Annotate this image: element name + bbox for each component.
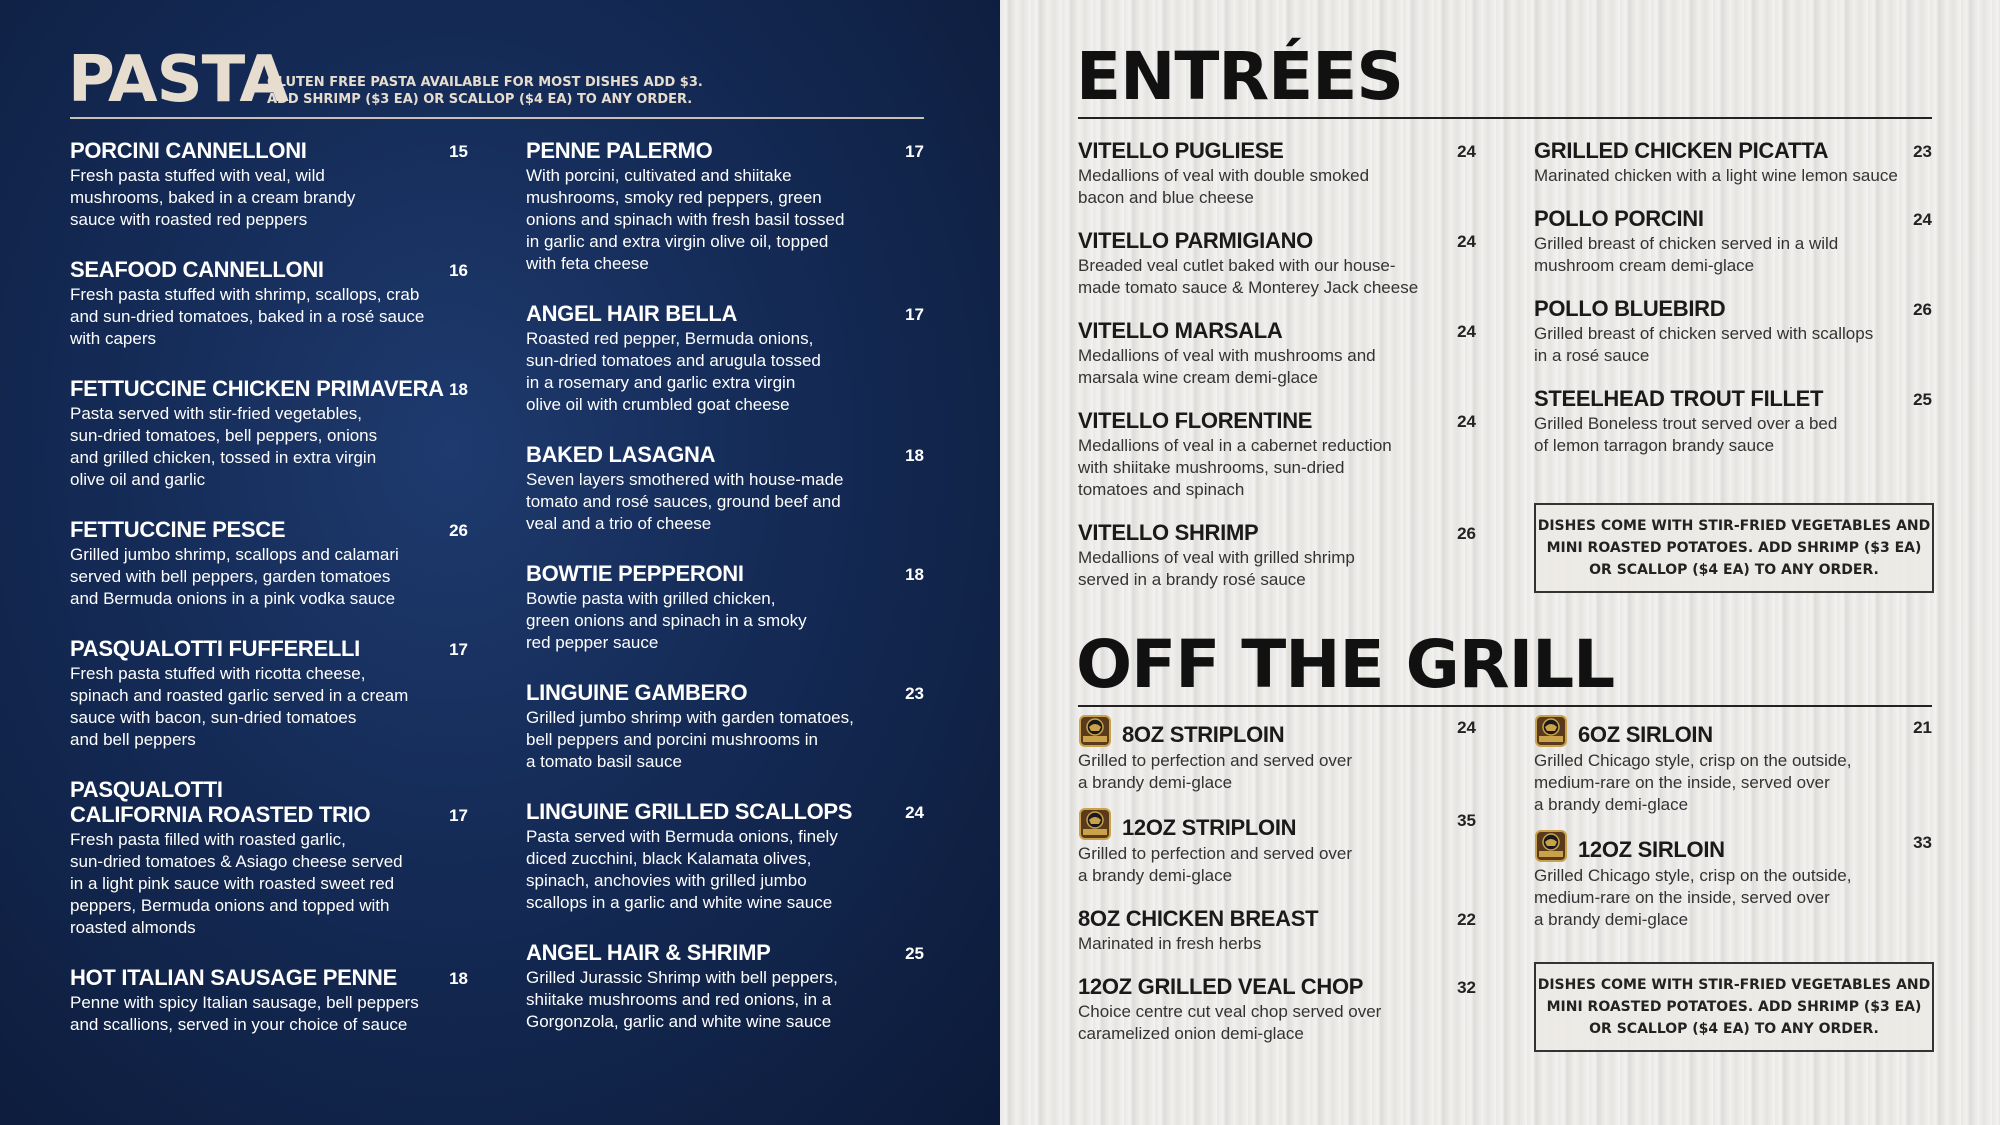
description-line: olive oil and garlic <box>70 470 206 489</box>
description-line: of lemon tarragon brandy sauce <box>1534 436 1775 455</box>
menu-item-description <box>1534 323 1932 367</box>
menu-item-header <box>1534 714 1932 748</box>
description-line: Breaded veal cutlet baked with our house- <box>1078 256 1396 275</box>
menu-item <box>70 517 468 610</box>
menu-item-description <box>1078 255 1476 299</box>
menu-item-name-block <box>70 376 444 401</box>
menu-item-price: 24 <box>1457 718 1476 737</box>
menu-item-name: POLLO BLUEBIRD <box>1534 296 1726 321</box>
description-line: Medallions of veal with mushrooms and <box>1078 346 1376 365</box>
description-line: served with bell peppers, garden tomatoes <box>70 567 391 586</box>
description-line: a tomato basil sauce <box>526 752 682 771</box>
description-line: a brandy demi-glace <box>1534 795 1689 814</box>
menu-item-name: HOT ITALIAN SAUSAGE PENNE <box>70 965 398 990</box>
menu-item-description <box>526 826 924 914</box>
menu-item-header <box>1078 974 1476 999</box>
description-line: Grilled jumbo shrimp with garden tomatoes, <box>526 708 854 727</box>
menu-item <box>1534 206 1932 277</box>
menu-item-price: 18 <box>905 446 924 465</box>
menu-item-header <box>70 777 468 827</box>
menu-item-name: PENNE PALERMO <box>526 138 713 163</box>
pasta-note-line: ADD SHRIMP ($3 EA) OR SCALLOP ($4 EA) TO ANY ORDER. <box>267 92 693 107</box>
menu-item-name: BOWTIE PEPPERONI <box>526 561 744 586</box>
description-line: tomatoes and spinach <box>1078 480 1245 499</box>
menu-item <box>70 636 468 751</box>
menu-item-name-block <box>1122 807 1296 840</box>
grill-rule <box>1078 705 1932 707</box>
menu-item-name: 12OZ SIRLOIN <box>1578 837 1725 862</box>
box-line: OR SCALLOP ($4 EA) TO ANY ORDER. <box>1589 1021 1879 1037</box>
menu-item-header <box>70 138 468 163</box>
menu-item-name: POLLO PORCINI <box>1534 206 1704 231</box>
menu-item-header <box>1078 318 1476 343</box>
menu-item-name: LINGUINE GRILLED SCALLOPS <box>526 799 853 824</box>
menu-item-price: 15 <box>449 142 468 161</box>
menu-item-header <box>1078 138 1476 163</box>
description-line: Fresh pasta filled with roasted garlic, <box>70 830 346 849</box>
description-line: and scallions, served in your choice of sauce <box>70 1015 408 1034</box>
certified-angus-beef-icon <box>1078 714 1112 748</box>
menu-item-name-block <box>1078 228 1313 253</box>
menu-item-description <box>1534 165 1932 187</box>
menu-item-description <box>1534 750 1932 816</box>
menu-item-header <box>526 680 924 705</box>
menu-item-name: VITELLO SHRIMP <box>1078 520 1259 545</box>
menu-item <box>526 940 924 1033</box>
pasta-left-column <box>70 138 468 1036</box>
menu-item <box>70 257 468 350</box>
description-line: Bowtie pasta with grilled chicken, <box>526 589 776 608</box>
menu-item-name: GRILLED CHICKEN PICATTA <box>1534 138 1829 163</box>
menu-item-description <box>70 663 468 751</box>
description-line: made tomato sauce & Monterey Jack cheese <box>1078 278 1419 297</box>
menu-item <box>1078 906 1476 955</box>
menu-item-price: 23 <box>905 684 924 703</box>
menu-item-description <box>1078 1001 1476 1045</box>
description-line: sauce with roasted red peppers <box>70 210 308 229</box>
menu-item-header <box>70 257 468 282</box>
menu-item <box>70 376 468 491</box>
menu-item-name-block <box>526 301 737 326</box>
menu-item-header <box>526 442 924 467</box>
description-line: Grilled jumbo shrimp, scallops and calamari <box>70 545 399 564</box>
description-line: red pepper sauce <box>526 633 659 652</box>
menu-item-name-block <box>70 138 307 163</box>
menu-item <box>526 680 924 773</box>
menu-item-name-block <box>70 777 370 827</box>
menu-item-description <box>70 829 468 939</box>
description-line: Grilled Jurassic Shrimp with bell peppers, <box>526 968 838 987</box>
menu-item-name-block <box>526 442 715 467</box>
menu-item-price: 17 <box>449 806 468 825</box>
menu-item-name-block <box>1122 714 1284 747</box>
description-line: and sun-dried tomatoes, baked in a rosé sauce <box>70 307 425 326</box>
description-line: bell peppers and porcini mushrooms in <box>526 730 818 749</box>
description-line: and Bermuda onions in a pink vodka sauce <box>70 589 396 608</box>
menu-item-price: 23 <box>1913 142 1932 161</box>
menu-item-description <box>526 165 924 275</box>
menu-item-price: 24 <box>905 803 924 822</box>
description-line: Pasta served with stir-fried vegetables, <box>70 404 362 423</box>
description-line: Choice centre cut veal chop served over <box>1078 1002 1382 1021</box>
menu-item-name-block <box>526 138 712 163</box>
description-line: a brandy demi-glace <box>1078 866 1233 885</box>
description-line: sun-dried tomatoes & Asiago cheese served <box>70 852 403 871</box>
menu-item-name: PORCINI CANNELLONI <box>70 138 307 163</box>
description-line: Grilled Chicago style, crisp on the outside, <box>1534 866 1852 885</box>
description-line: Grilled to perfection and served over <box>1078 844 1353 863</box>
menu-item <box>1534 296 1932 367</box>
description-line: Medallions of veal with double smoked <box>1078 166 1370 185</box>
menu-item-name: STEELHEAD TROUT FILLET <box>1534 386 1824 411</box>
description-line: Fresh pasta stuffed with ricotta cheese, <box>70 664 366 683</box>
menu-item-name: ANGEL HAIR BELLA <box>526 301 738 326</box>
description-line: With porcini, cultivated and shiitake <box>526 166 792 185</box>
menu-item-price: 26 <box>1457 524 1476 543</box>
grill-title: OFF THE GRILL <box>1076 626 1615 703</box>
menu-item-header <box>1534 829 1932 863</box>
pasta-right-column <box>526 138 924 1033</box>
menu-item-name-block <box>1534 296 1725 321</box>
menu-item-price: 18 <box>905 565 924 584</box>
box-line: DISHES COME WITH STIR-FRIED VEGETABLES AND <box>1537 518 1931 534</box>
menu-item-name: VITELLO PUGLIESE <box>1078 138 1284 163</box>
description-line: green onions and spinach in a smoky <box>526 611 807 630</box>
menu-item-header <box>526 799 924 824</box>
menu-item-header <box>1534 386 1932 411</box>
menu-item-price: 17 <box>449 640 468 659</box>
menu-item <box>1078 408 1476 501</box>
menu-item <box>1078 807 1476 887</box>
menu-item-name: CALIFORNIA ROASTED TRIO <box>70 802 371 827</box>
description-line: sun-dried tomatoes and arugula tossed <box>526 351 821 370</box>
box-line: MINI ROASTED POTATOES. ADD SHRIMP ($3 EA) <box>1546 999 1922 1015</box>
pasta-note <box>267 74 703 108</box>
menu-item-name-block <box>1534 386 1823 411</box>
menu-item-description <box>526 588 924 654</box>
menu-item-description <box>70 165 468 231</box>
description-line: sun-dried tomatoes, bell peppers, onions <box>70 426 378 445</box>
menu-item-name: FETTUCCINE CHICKEN PRIMAVERA <box>70 376 444 401</box>
certified-angus-beef-icon <box>1078 807 1112 841</box>
menu-item-name-block <box>526 680 747 705</box>
menu-item-name: BAKED LASAGNA <box>526 442 716 467</box>
menu-item-name: VITELLO MARSALA <box>1078 318 1283 343</box>
menu-item-header <box>70 965 468 990</box>
description-line: spinach, anchovies with grilled jumbo <box>526 871 807 890</box>
description-line: mushrooms, smoky red peppers, green <box>526 188 822 207</box>
menu-item-description <box>1078 750 1476 794</box>
menu-item-price: 26 <box>1913 300 1932 319</box>
pasta-note-line: GLUTEN FREE PASTA AVAILABLE FOR MOST DISHES ADD $3. <box>267 75 703 90</box>
menu-item-name-block <box>1578 714 1713 747</box>
menu-item-description <box>526 328 924 416</box>
description-line: Fresh pasta stuffed with veal, wild <box>70 166 325 185</box>
menu-item-description <box>1078 843 1476 887</box>
description-line: Medallions of veal with grilled shrimp <box>1078 548 1355 567</box>
description-line: in a rosemary and garlic extra virgin <box>526 373 796 392</box>
menu-item-description <box>70 403 468 491</box>
entrees-note-box <box>1534 503 1934 593</box>
description-line: caramelized onion demi-glace <box>1078 1024 1304 1043</box>
description-line: a brandy demi-glace <box>1078 773 1233 792</box>
menu-item-price: 32 <box>1457 978 1476 997</box>
menu-item-price: 22 <box>1457 910 1476 929</box>
menu-item-header <box>1534 206 1932 231</box>
menu-item-name: LINGUINE GAMBERO <box>526 680 748 705</box>
entrees-left-column <box>1078 138 1476 591</box>
menu-item-price: 24 <box>1457 412 1476 431</box>
certified-angus-beef-icon <box>1534 829 1568 863</box>
menu-item-price: 33 <box>1913 833 1932 852</box>
grill-note-box <box>1534 962 1934 1052</box>
menu-item-header <box>526 940 924 965</box>
description-line: Medallions of veal in a cabernet reduction <box>1078 436 1392 455</box>
menu-item-price: 17 <box>905 305 924 324</box>
menu-item-price: 24 <box>1457 142 1476 161</box>
description-line: in a light pink sauce with roasted sweet red <box>70 874 395 893</box>
menu-item-header <box>1078 408 1476 433</box>
menu-item-name: 8OZ CHICKEN BREAST <box>1078 906 1319 931</box>
menu-item-description <box>1534 233 1932 277</box>
menu-item <box>526 301 924 416</box>
menu-item-name-block <box>526 799 852 824</box>
menu-item <box>70 777 468 939</box>
description-line: veal and a trio of cheese <box>526 514 712 533</box>
description-line: Roasted red pepper, Bermuda onions, <box>526 329 814 348</box>
menu-item-name: FETTUCCINE PESCE <box>70 517 286 542</box>
menu-item-header <box>70 517 468 542</box>
description-line: a brandy demi-glace <box>1534 910 1689 929</box>
entrees-rule <box>1078 117 1932 119</box>
description-line: mushroom cream demi-glace <box>1534 256 1755 275</box>
menu-item-price: 24 <box>1457 232 1476 251</box>
menu-item-description <box>70 544 468 610</box>
description-line: scallops in a garlic and white wine sauce <box>526 893 833 912</box>
description-line: Grilled breast of chicken served with scallops <box>1534 324 1874 343</box>
description-line: spinach and roasted garlic served in a cream <box>70 686 409 705</box>
menu-item-name: PASQUALOTTI FUFFERELLI <box>70 636 360 661</box>
menu-item <box>526 442 924 535</box>
description-line: Gorgonzola, garlic and white wine sauce <box>526 1012 832 1031</box>
description-line: in garlic and extra virgin olive oil, topped <box>526 232 829 251</box>
menu-item <box>1078 138 1476 209</box>
menu-item-name: ANGEL HAIR & SHRIMP <box>526 940 771 965</box>
menu-item-description <box>70 284 468 350</box>
menu-item <box>1078 228 1476 299</box>
menu-item-name-block <box>526 940 770 965</box>
menu-item-price: 24 <box>1457 322 1476 341</box>
description-line: Seven layers smothered with house-made <box>526 470 844 489</box>
grill-left-column <box>1078 720 1476 1045</box>
entrees-panel <box>1000 0 2000 1125</box>
menu-item-price: 25 <box>1913 390 1932 409</box>
description-line: and bell peppers <box>70 730 196 749</box>
menu-item-name: 12OZ GRILLED VEAL CHOP <box>1078 974 1364 999</box>
menu-item-description <box>1078 933 1476 955</box>
description-line: served in a brandy rosé sauce <box>1078 570 1306 589</box>
description-line: with capers <box>70 329 156 348</box>
description-line: Grilled Boneless trout served over a bed <box>1534 414 1838 433</box>
description-line: and grilled chicken, tossed in extra virgin <box>70 448 377 467</box>
box-line: MINI ROASTED POTATOES. ADD SHRIMP ($3 EA) <box>1546 540 1922 556</box>
description-line: medium-rare on the inside, served over <box>1534 773 1830 792</box>
menu-item-name-block <box>70 257 324 282</box>
description-line: shiitake mushrooms and red onions, in a <box>526 990 832 1009</box>
description-line: tomato and rosé sauces, ground beef and <box>526 492 841 511</box>
menu-item-header <box>1078 520 1476 545</box>
menu-item-price: 26 <box>449 521 468 540</box>
description-line: in a rosé sauce <box>1534 346 1650 365</box>
menu-item-name-block <box>1534 206 1704 231</box>
menu-item-name-block <box>1534 138 1828 163</box>
menu-item-description <box>1534 413 1932 457</box>
menu-item-name-block <box>1078 138 1283 163</box>
menu-item-header <box>70 376 468 401</box>
menu-item <box>70 138 468 231</box>
menu-item-price: 16 <box>449 261 468 280</box>
menu-item-name: 12OZ STRIPLOIN <box>1122 815 1297 840</box>
menu-item-name: SEAFOOD CANNELLONI <box>70 257 324 282</box>
menu-item <box>526 799 924 914</box>
description-line: peppers, Bermuda onions and topped with <box>70 896 390 915</box>
menu-item-name: PASQUALOTTI <box>70 777 223 802</box>
menu-item-name-block <box>526 561 744 586</box>
description-line: sauce with bacon, sun-dried tomatoes <box>70 708 357 727</box>
menu-item <box>1078 714 1476 794</box>
menu-item-name-block <box>70 636 360 661</box>
description-line: medium-rare on the inside, served over <box>1534 888 1830 907</box>
entrees-title: ENTRÉES <box>1076 38 1403 115</box>
description-line: Marinated chicken with a light wine lemon sauce <box>1534 166 1898 185</box>
description-line: marsala wine cream demi-glace <box>1078 368 1318 387</box>
menu-item-price: 24 <box>1913 210 1932 229</box>
grill-right-column <box>1534 720 1932 931</box>
menu-item <box>1078 318 1476 389</box>
description-line: diced zucchini, black Kalamata olives, <box>526 849 812 868</box>
description-line: Fresh pasta stuffed with shrimp, scallops, crab <box>70 285 420 304</box>
menu-item-description <box>1534 865 1932 931</box>
menu-item-price: 18 <box>449 380 468 399</box>
menu-item-name: VITELLO FLORENTINE <box>1078 408 1313 433</box>
menu-item <box>526 138 924 275</box>
menu-item-header <box>1078 714 1476 748</box>
description-line: mushrooms, baked in a cream brandy <box>70 188 356 207</box>
description-line: with feta cheese <box>526 254 649 273</box>
description-line: with shiitake mushrooms, sun-dried <box>1078 458 1345 477</box>
description-line: Grilled to perfection and served over <box>1078 751 1353 770</box>
menu-item-description <box>1078 165 1476 209</box>
menu-item-description <box>526 967 924 1033</box>
menu-item-header <box>1534 296 1932 321</box>
menu-item-name-block <box>1078 318 1283 343</box>
menu-item-price: 18 <box>449 969 468 988</box>
menu-item <box>1534 386 1932 457</box>
box-line: OR SCALLOP ($4 EA) TO ANY ORDER. <box>1589 562 1879 578</box>
menu-item-header <box>526 301 924 326</box>
menu-item-name: 6OZ SIRLOIN <box>1578 722 1713 747</box>
menu-item-header <box>526 138 924 163</box>
menu-item-name-block <box>1078 520 1258 545</box>
description-line: Grilled Chicago style, crisp on the outside, <box>1534 751 1852 770</box>
menu-item-header <box>1078 228 1476 253</box>
menu-item-description <box>1078 547 1476 591</box>
description-line: Penne with spicy Italian sausage, bell peppers <box>70 993 419 1012</box>
description-line: Grilled breast of chicken served in a wild <box>1534 234 1839 253</box>
menu-item-name: VITELLO PARMIGIANO <box>1078 228 1313 253</box>
menu-item <box>1078 974 1476 1045</box>
menu-item <box>1534 138 1932 187</box>
menu-item <box>1534 829 1932 931</box>
menu-item-price: 21 <box>1913 718 1932 737</box>
menu-item-description <box>70 992 468 1036</box>
menu-item-name-block <box>1078 974 1363 999</box>
menu-item <box>1078 520 1476 591</box>
description-line: Pasta served with Bermuda onions, finely <box>526 827 838 846</box>
pasta-title: PASTA <box>68 43 288 117</box>
menu-item-description <box>526 469 924 535</box>
menu-item-header <box>1078 807 1476 841</box>
box-line: DISHES COME WITH STIR-FRIED VEGETABLES AND <box>1537 977 1931 993</box>
menu-item-description <box>526 707 924 773</box>
menu-item-header <box>526 561 924 586</box>
menu-item <box>526 561 924 654</box>
menu-item-price: 25 <box>905 944 924 963</box>
menu-item-name-block <box>70 517 285 542</box>
menu-item-name-block <box>1078 408 1312 433</box>
description-line: onions and spinach with fresh basil tossed <box>526 210 845 229</box>
menu-item <box>70 965 468 1036</box>
menu-item-name-block <box>1578 829 1725 862</box>
certified-angus-beef-icon <box>1534 714 1568 748</box>
menu-item <box>1534 714 1932 816</box>
menu-item-description <box>1078 435 1476 501</box>
description-line: bacon and blue cheese <box>1078 188 1254 207</box>
entrees-right-column <box>1534 138 1932 457</box>
menu-item-header <box>1078 906 1476 931</box>
menu-item-name-block <box>70 965 397 990</box>
description-line: olive oil with crumbled goat cheese <box>526 395 790 414</box>
description-line: roasted almonds <box>70 918 196 937</box>
menu-item-header <box>1534 138 1932 163</box>
menu-item-price: 35 <box>1457 811 1476 830</box>
description-line: Marinated in fresh herbs <box>1078 934 1262 953</box>
menu-item-description <box>1078 345 1476 389</box>
pasta-rule <box>70 117 924 119</box>
menu-item-price: 17 <box>905 142 924 161</box>
menu-item-name-block <box>1078 906 1318 931</box>
menu-item-header <box>70 636 468 661</box>
menu-item-name: 8OZ STRIPLOIN <box>1122 722 1285 747</box>
